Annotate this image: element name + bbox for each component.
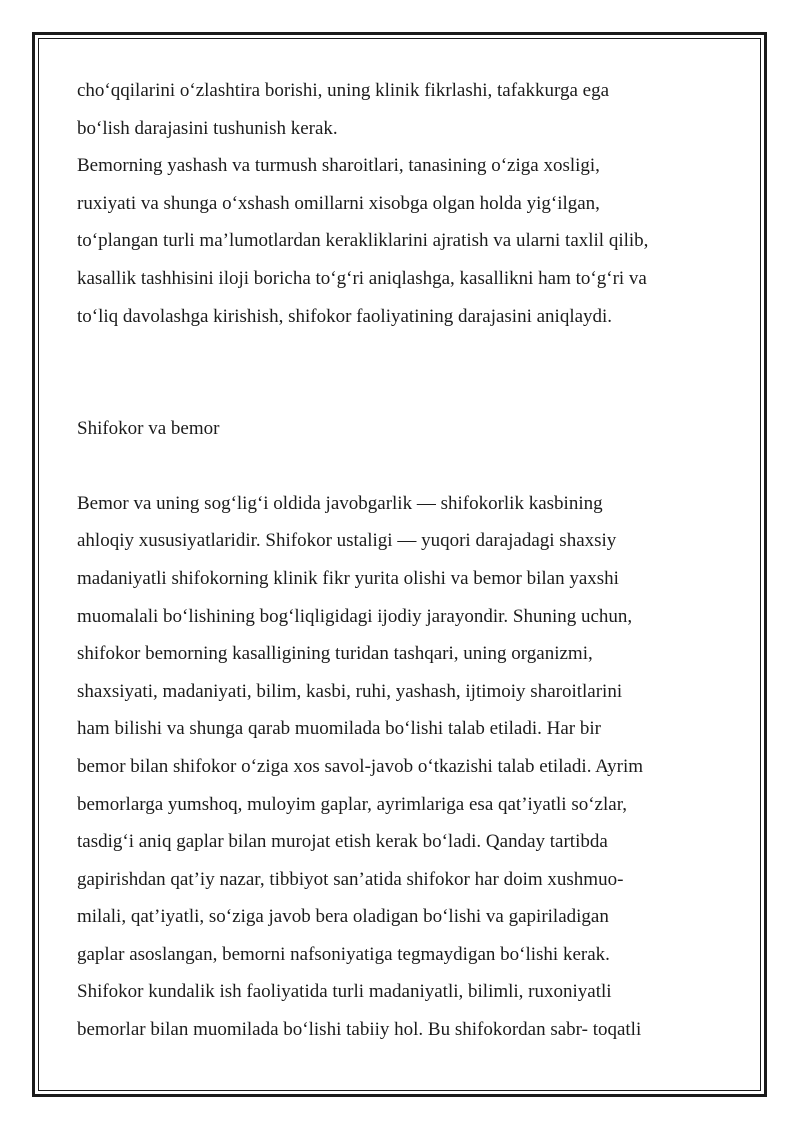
text-line: bemorlarga yumshoq, muloyim gaplar, ayrimlariga esa qat’iyatli so‘zlar,	[77, 793, 628, 815]
text-line: ham bilishi va shunga qarab muomilada bo‘lishi talab etiladi. Har bir	[77, 718, 601, 740]
spacer	[77, 335, 737, 410]
text-line: tasdig‘i aniq gaplar bilan murojat etish kerak bo‘ladi. Qanday tartibda	[77, 831, 608, 853]
text-line: milali, qat’iyatli, so‘ziga javob bera oladigan bo‘lishi va gapiriladigan	[77, 906, 609, 928]
document-body	[77, 72, 737, 1049]
text-line: gaplar asoslangan, bemorni nafsoniyatiga tegmaydigan bo‘lishi kerak.	[77, 943, 610, 965]
text-line: to‘liq davolashga kirishish, shifokor faoliyatining darajasini aniqlaydi.	[77, 305, 613, 327]
text-line: Shifokor kundalik ish faoliyatida turli madaniyatli, bilimli, ruxoniyatli	[77, 981, 612, 1003]
text-line: cho‘qqilarini o‘zlashtira borishi, uning klinik fikrlashi, tafakkurga ega	[77, 80, 610, 101]
heading-text: Shifokor va bemor	[77, 418, 220, 440]
text-line: Bemor va uning sog‘lig‘i oldida javobgarlik — shifokorlik kasbining	[77, 492, 603, 514]
text-line: shaxsiyati, madaniyati, bilim, kasbi, ruhi, yashash, ijtimoiy sharoitlarini	[77, 680, 623, 702]
text-line: ahloqiy xususiyatlaridir. Shifokor ustaligi — yuqori darajadagi shaxsiy	[77, 530, 617, 552]
text-line: Bemorning yashash va turmush sharoitlari, tanasining o‘ziga xosligi,	[77, 155, 600, 177]
text-line: gapirishdan qat’iy nazar, tibbiyot san’atida shifokor har doim xushmuo-	[77, 868, 624, 890]
text-line: to‘plangan turli ma’lumotlardan kerakliklarini ajratish va ularni taxlil qilib,	[77, 230, 649, 252]
paragraph-doctor-patient	[77, 485, 737, 1049]
text-line: kasallik tashhisini iloji boricha to‘g‘ri aniqlashga, kasallikni ham to‘g‘ri va	[77, 267, 647, 289]
text-line: bemorlar bilan muomilada bo‘lishi tabiiy hol. Bu shifokordan sabr- toqatli	[77, 1019, 642, 1041]
text-line: bemor bilan shifokor o‘ziga xos savol-javob o‘tkazishi talab etiladi. Ayrim	[77, 755, 644, 777]
text-line: bo‘lish darajasini tushunish kerak.	[77, 117, 338, 139]
paragraph-patient-conditions	[77, 147, 737, 335]
text-line: madaniyatli shifokorning klinik fikr yurita olishi va bemor bilan yaxshi	[77, 567, 619, 589]
section-heading	[77, 410, 737, 448]
spacer	[77, 448, 737, 485]
text-line: shifokor bemorning kasalligining turidan tashqari, uning organizmi,	[77, 643, 593, 665]
text-line: ruxiyati va shunga o‘xshash omillarni xisobga olgan holda yig‘ilgan,	[77, 192, 600, 214]
text-line: muomalali bo‘lishining bog‘liqligidagi ijodiy jarayondir. Shuning uchun,	[77, 605, 633, 627]
paragraph-intro	[77, 72, 737, 147]
